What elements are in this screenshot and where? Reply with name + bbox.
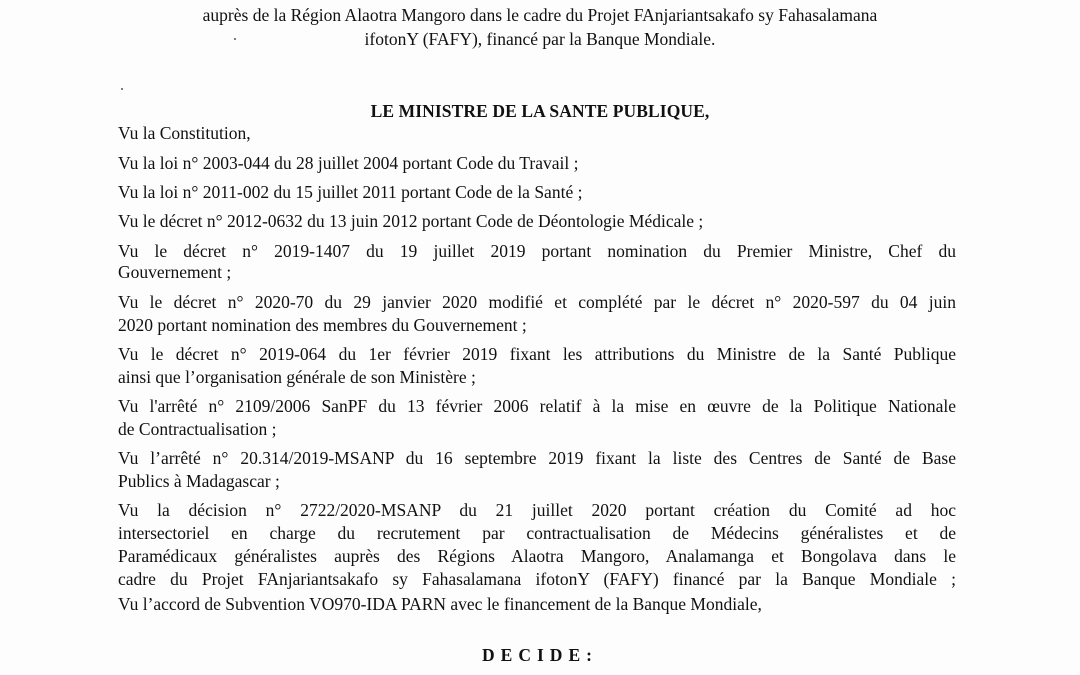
citation-line: Vu l’accord de Subvention VO970-IDA PARN avec le financement de la Banque Mondiale, bbox=[118, 594, 762, 614]
citation-line: Vu le décret n° 2012-0632 du 13 juin 2012 portant Code de Déontologie Médicale ; bbox=[118, 211, 704, 231]
citation-line: de Contractualisation ; bbox=[118, 419, 277, 439]
intro-line-1: auprès de la Région Alaotra Mangoro dans le cadre du Projet FAnjariantsakafo sy Fahasalamana bbox=[202, 5, 878, 25]
intro-line-2: ifotonY (FAFY), financé par la Banque Mondiale. bbox=[364, 29, 716, 49]
citation-line: Vu la décision n° 2722/2020-MSANP du 21 juillet 2020 portant création du Comité ad hoc bbox=[118, 500, 956, 520]
citation-line: ainsi que l’organisation générale de son Ministère ; bbox=[118, 367, 476, 387]
decide-heading: DECIDE: bbox=[482, 645, 598, 665]
citation-line: Vu le décret n° 2019-1407 du 19 juillet 2019 portant nomination du Premier Ministre, Chef du bbox=[118, 241, 956, 261]
citation-line: Vu la loi n° 2003-044 du 28 juillet 2004 portant Code du Travail ; bbox=[118, 153, 579, 173]
citation-line: Vu la Constitution, bbox=[118, 123, 251, 143]
citation-line: Paramédicaux généralistes auprès des Régions Alaotra Mangoro, Analamanga et Bongolava dans le bbox=[118, 546, 956, 566]
document-title: LE MINISTRE DE LA SANTE PUBLIQUE, bbox=[370, 101, 710, 121]
citation-line: Gouvernement ; bbox=[118, 262, 232, 282]
citation-line: Vu le décret n° 2019-064 du 1er février 2019 fixant les attributions du Ministre de la Santé Publique bbox=[118, 344, 956, 364]
citation-line: Vu le décret n° 2020-70 du 29 janvier 2020 modifié et complété par le décret n° 2020-597 du 04 juin bbox=[118, 292, 956, 312]
citation-line: intersectoriel en charge du recrutement par contractualisation de Médecins généralistes et de bbox=[118, 523, 956, 543]
scan-speck bbox=[234, 38, 236, 40]
citation-line: Vu l’arrêté n° 20.314/2019-MSANP du 16 septembre 2019 fixant la liste des Centres de Santé de Base bbox=[118, 448, 956, 468]
citation-line: Vu l'arrêté n° 2109/2006 SanPF du 13 février 2006 relatif à la mise en œuvre de la Politique Nationale bbox=[118, 396, 956, 416]
citation-line: Publics à Madagascar ; bbox=[118, 471, 280, 491]
scan-speck bbox=[121, 88, 123, 90]
citation-line: cadre du Projet FAnjariantsakafo sy Fahasalamana ifotonY (FAFY) financé par la Banque Mondiale ; bbox=[118, 569, 956, 589]
citation-line: 2020 portant nomination des membres du Gouvernement ; bbox=[118, 315, 527, 335]
citation-line: Vu la loi n° 2011-002 du 15 juillet 2011 portant Code de la Santé ; bbox=[118, 182, 583, 202]
